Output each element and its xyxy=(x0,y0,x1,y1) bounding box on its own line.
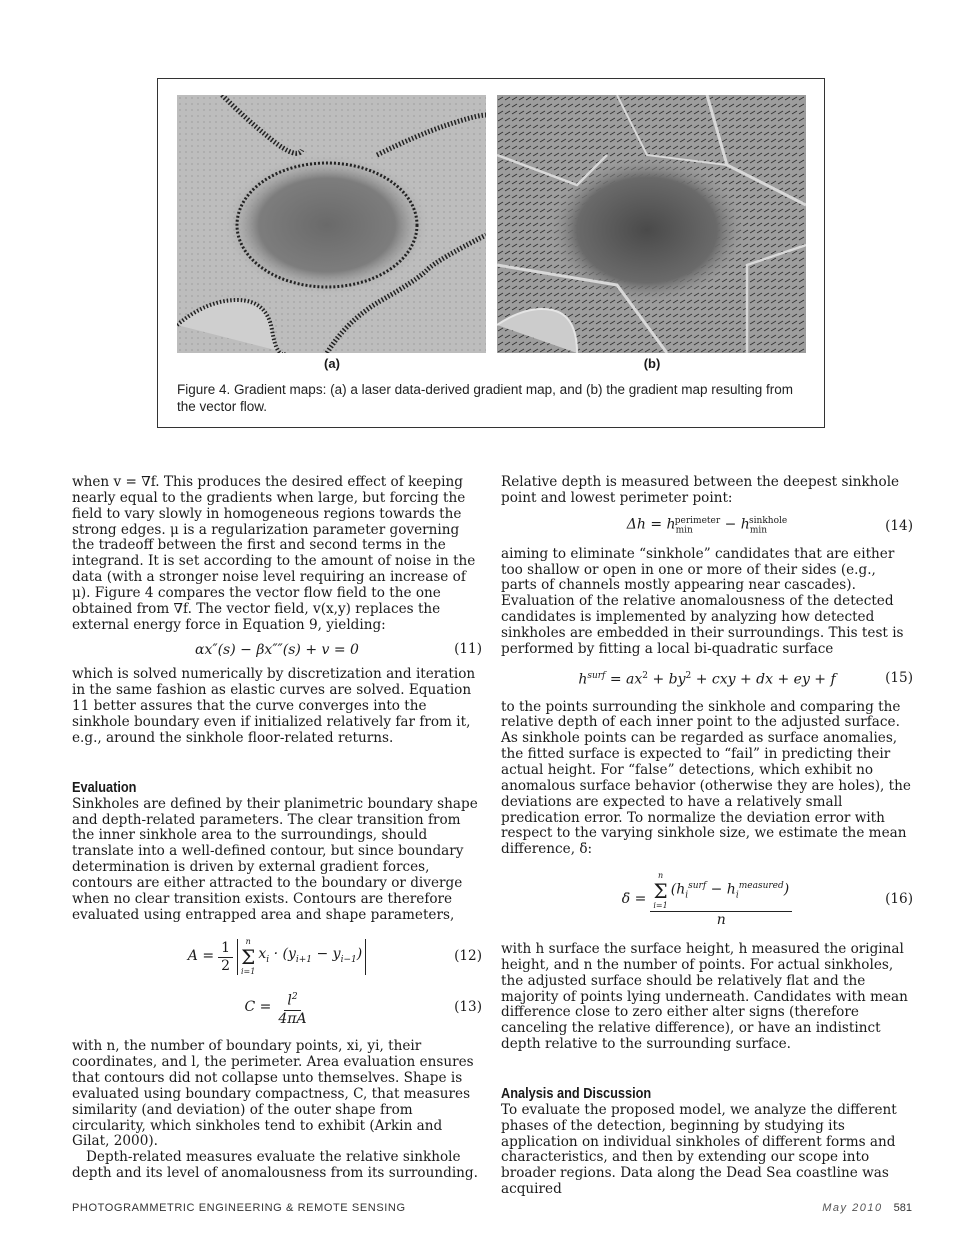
paragraph: which is solved numerically by discretization and iteration in the same fashion as elastic curves are solved. Equation 11 better assures that the curve converges into the sinkhole boundary even if initialized relatively far from it, e.g., around the sinkhole floor-related returns. xyxy=(72,666,476,746)
journal-name: PHOTOGRAMMETRIC ENGINEERING & REMOTE SENSING xyxy=(72,1202,406,1214)
equation-number: (16) xyxy=(885,891,913,908)
gradient-map-b xyxy=(497,95,806,353)
paragraph: Sinkholes are defined by their planimetric boundary shape and depth-related parameters. The clear transition from the inner sinkhole area to the surroundings, should translate into a well-defined contour, but since boundary determination is driven by external gradient forces, contours are either attracted to the boundary or diverge when no clear transition exists. Contours are therefore evaluated using entrapped area and shape parameters, xyxy=(72,795,478,923)
gradient-map-a xyxy=(177,95,486,353)
equation-11-body: αx″(s) − βx″″(s) + v = 0 xyxy=(195,641,359,658)
equation-number: (14) xyxy=(885,517,913,534)
equation-number: (12) xyxy=(454,948,482,965)
paragraph: to the points surrounding the sinkhole and comparing the relative depth of each inner point to the adjusted surface. As sinkhole points can be regarded as surface anomalies, the fitted surface is expected to “fail” in predicting their actual height. For “false” detections, which exhibit no anomalous surface behavior (otherwise they are holes), the deviations are expected to have a relatively small predication error. To normalize the deviation error with respect to the varying sinkhole size, we estimate the mean difference, δ̄: xyxy=(501,698,911,858)
equation-number: (15) xyxy=(885,669,913,686)
page-footer-right xyxy=(822,1202,912,1214)
equation-number: (11) xyxy=(454,641,482,658)
issue-date: May 2010 xyxy=(822,1202,883,1214)
paragraph: with h surface the surface height, h measured the original height, and n the number of points. For actual sinkholes, the adjusted surface should be relatively flat and the majority of points lying underneath. Candidates with mean difference close to zero either alter signs (therefore canceling the relative difference), or have an indistinct depth relative to the surrounding surface. xyxy=(501,941,908,1053)
equation-11 xyxy=(72,633,482,667)
equation-number: (13) xyxy=(454,999,482,1016)
paragraph: Depth-related measures evaluate the relative sinkhole depth and its level of anomalousness from its surrounding. xyxy=(72,1149,478,1182)
right-column xyxy=(501,475,913,1198)
equation-12: A = $\frac{1}{2}$ n Σ i=1 $x_i \cdot (y_{i+1} - y_{i-1})$ (12) xyxy=(187,937,482,977)
equation-13: C = $\frac{l^2}{4\pi A}$ (13) xyxy=(72,985,482,1031)
page-number: 581 xyxy=(893,1202,912,1214)
equation-15: $h^{surf} = ax^2 + by^2$ + cxy + dx + ey + f (15) xyxy=(578,669,913,688)
equation-16: δ̄ = n Σ i=1 $(h_i^{surf} - h_i^{measured})$ n (16) xyxy=(621,871,913,929)
paragraph: Relative depth is measured between the deepest sinkhole point and lowest perimeter point: xyxy=(501,474,900,506)
figure-caption: Figure 4. Gradient maps: (a) a laser data-derived gradient map, and (b) the gradient map resulting from the vector flow. xyxy=(177,382,794,414)
left-column xyxy=(72,475,482,1182)
equation-14: $\Delta h = h_{min}^{perimeter} - h_{min}^{sinkhole}$ (14) xyxy=(626,516,913,536)
panel-a-label: (a) xyxy=(324,356,340,371)
panel-b-label: (b) xyxy=(643,356,661,371)
paragraph: when v = ∇f. This produces the desired effect of keeping nearly equal to the gradients when large, but forcing the field to vary slowly in homogeneous regions towards the strong edges. μ is a regularization parameter governing the tradeoff between the first and second terms in the integrand. It is set according to the amount of noise in the data (with a stronger noise level requiring an increase of μ). Figure 4 compares the vector flow field to the one obtained from ∇f. The vector field, v(x,y) replaces the external energy force in Equation 9, yielding: xyxy=(72,474,476,633)
paragraph: To evaluate the proposed model, we analyze the different phases of the detection, beginning by studying its application on individual sinkholes of different forms and characteristics, and then by extending our scope into broader regions. Data along the Dead Sea coastline was acquired xyxy=(501,1101,897,1198)
section-heading-evaluation: Evaluation xyxy=(72,778,137,796)
paragraph: with n, the number of boundary points, xi, yi, their coordinates, and l, the perimeter. Area evaluation ensures that contours did not collapse unto themselves. Shape is evaluated using boundary compactness, C, that measures similarity (and deviation) of the outer shape from circularity, which sinkholes tend to exhibit (Arkin and Gilat, 2000). xyxy=(72,1038,474,1150)
paragraph: aiming to eliminate “sinkhole” candidates that are either too shallow or open in one or more of their sides (e.g., parts of channels mostly appearing near cascades). Evaluation of the relative anomalousness of the detected candidates is implemented by analyzing how detected sinkholes are embedded in their surroundings. This test is performed by fitting a local bi-quadratic surface xyxy=(501,545,904,657)
section-heading-analysis: Analysis and Discussion xyxy=(501,1084,652,1102)
